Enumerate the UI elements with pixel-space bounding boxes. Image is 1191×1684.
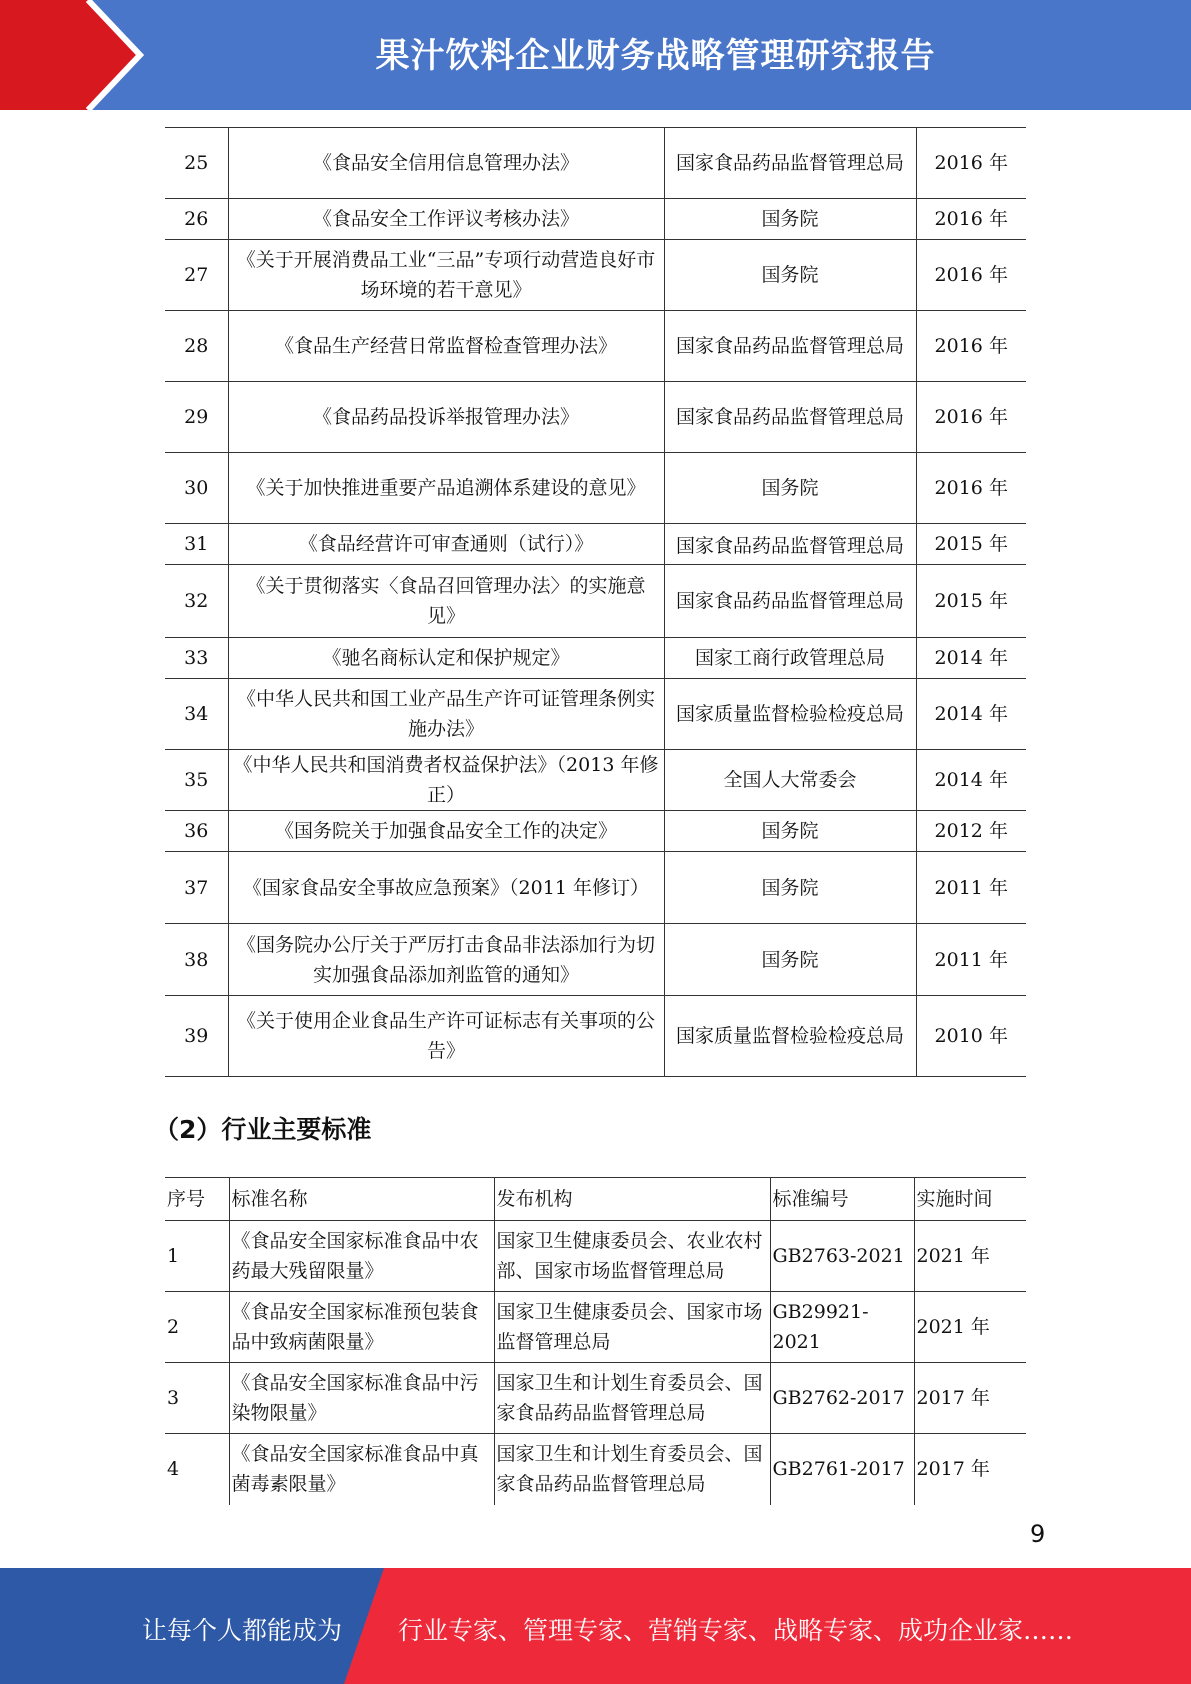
issuing-authority: 国务院 — [664, 453, 916, 524]
standard-code: GB2762-2017 — [770, 1363, 914, 1434]
standard-name: 《食品安全国家标准预包装食品中致病菌限量》 — [229, 1292, 494, 1363]
year: 2014 年 — [916, 679, 1026, 750]
effective-date: 2021 年 — [914, 1221, 1026, 1292]
year: 2015 年 — [916, 565, 1026, 638]
row-number: 35 — [165, 750, 228, 811]
column-header: 序号 — [165, 1178, 229, 1221]
row-number: 25 — [165, 128, 228, 199]
footer-slogan-right: 行业专家、管理专家、营销专家、战略专家、成功企业家…… — [398, 1616, 1074, 1645]
table-row — [165, 382, 1026, 453]
issuing-authority: 国家质量监督检验检疫总局 — [664, 996, 916, 1077]
table-row — [165, 240, 1026, 311]
row-number: 1 — [165, 1221, 229, 1292]
row-number: 38 — [165, 924, 228, 996]
table-row — [165, 1292, 1026, 1363]
table-row — [165, 199, 1026, 240]
effective-date: 2017 年 — [914, 1363, 1026, 1434]
issuing-authority: 全国人大常委会 — [664, 750, 916, 811]
issuing-authority: 国家食品药品监督管理总局 — [664, 382, 916, 453]
regulation-name: 《中华人民共和国消费者权益保护法》（2013 年修正） — [228, 750, 664, 811]
table-row — [165, 1434, 1026, 1505]
standard-code: GB29921-2021 — [770, 1292, 914, 1363]
year: 2016 年 — [916, 382, 1026, 453]
year: 2016 年 — [916, 199, 1026, 240]
issuing-authority: 国务院 — [664, 240, 916, 311]
row-number: 32 — [165, 565, 228, 638]
year: 2016 年 — [916, 128, 1026, 199]
standard-name: 《食品安全国家标准食品中污染物限量》 — [229, 1363, 494, 1434]
regulation-name: 《关于贯彻落实〈食品召回管理办法〉的实施意见》 — [228, 565, 664, 638]
row-number: 36 — [165, 811, 228, 852]
regulation-name: 《食品药品投诉举报管理办法》 — [228, 382, 664, 453]
regulation-name: 《食品生产经营日常监督检查管理办法》 — [228, 311, 664, 382]
row-number: 31 — [165, 524, 228, 565]
column-header: 实施时间 — [914, 1178, 1026, 1221]
row-number: 2 — [165, 1292, 229, 1363]
standards-table — [165, 1177, 1026, 1505]
row-number: 30 — [165, 453, 228, 524]
issuing-authority: 国务院 — [664, 199, 916, 240]
year: 2016 年 — [916, 311, 1026, 382]
footer-slogan-left: 让每个人都能成为 — [142, 1616, 343, 1645]
column-header: 发布机构 — [494, 1178, 770, 1221]
row-number: 29 — [165, 382, 228, 453]
regulation-name: 《国务院办公厅关于严厉打击食品非法添加行为切实加强食品添加剂监管的通知》 — [228, 924, 664, 996]
year: 2016 年 — [916, 240, 1026, 311]
regulation-name: 《食品安全工作评议考核办法》 — [228, 199, 664, 240]
table-row — [165, 565, 1026, 638]
standard-name: 《食品安全国家标准食品中农药最大残留限量》 — [229, 1221, 494, 1292]
table-row — [165, 524, 1026, 565]
row-number: 3 — [165, 1363, 229, 1434]
row-number: 26 — [165, 199, 228, 240]
issuing-authority: 国家质量监督检验检疫总局 — [664, 679, 916, 750]
issuing-authority: 国家食品药品监督管理总局 — [664, 311, 916, 382]
issuing-authority: 国家卫生健康委员会、农业农村部、国家市场监督管理总局 — [494, 1221, 770, 1292]
page-header — [0, 0, 1191, 110]
report-title: 果汁饮料企业财务战略管理研究报告 — [375, 36, 936, 76]
regulation-name: 《关于开展消费品工业“三品”专项行动营造良好市场环境的若干意见》 — [228, 240, 664, 311]
year: 2011 年 — [916, 852, 1026, 924]
regulation-name: 《关于加快推进重要产品追溯体系建设的意见》 — [228, 453, 664, 524]
issuing-authority: 国务院 — [664, 852, 916, 924]
table-row — [165, 924, 1026, 996]
regulation-name: 《驰名商标认定和保护规定》 — [228, 638, 664, 679]
standard-code: GB2761-2017 — [770, 1434, 914, 1505]
row-number: 28 — [165, 311, 228, 382]
regulation-name: 《国务院关于加强食品安全工作的决定》 — [228, 811, 664, 852]
table-row — [165, 311, 1026, 382]
row-number: 39 — [165, 996, 228, 1077]
table-row — [165, 453, 1026, 524]
page-number: 9 — [1030, 1520, 1046, 1548]
table-row — [165, 1221, 1026, 1292]
year: 2014 年 — [916, 750, 1026, 811]
regulation-name: 《国家食品安全事故应急预案》（2011 年修订） — [228, 852, 664, 924]
table-row — [165, 852, 1026, 924]
year: 2010 年 — [916, 996, 1026, 1077]
year: 2012 年 — [916, 811, 1026, 852]
regulation-name: 《中华人民共和国工业产品生产许可证管理条例实施办法》 — [228, 679, 664, 750]
column-header: 标准名称 — [229, 1178, 494, 1221]
table-row — [165, 679, 1026, 750]
row-number: 4 — [167, 1458, 180, 1481]
row-number: 37 — [165, 852, 228, 924]
standard-code: GB2763-2021 — [770, 1221, 914, 1292]
regulations-table — [165, 127, 1026, 1077]
issuing-authority: 国务院 — [664, 924, 916, 996]
regulation-name: 《关于使用企业食品生产许可证标志有关事项的公告》 — [228, 996, 664, 1077]
column-header: 标准编号 — [770, 1178, 914, 1221]
regulation-name: 《食品安全信用信息管理办法》 — [228, 128, 664, 199]
effective-date: 2017 年 — [914, 1434, 1026, 1505]
standard-name: 《食品安全国家标准食品中真菌毒素限量》 — [229, 1434, 494, 1505]
issuing-authority: 国家卫生和计划生育委员会、国家食品药品监督管理总局 — [494, 1434, 770, 1505]
year: 2015 年 — [916, 524, 1026, 565]
row-number: 33 — [165, 638, 228, 679]
table-header-row — [165, 1178, 1026, 1221]
issuing-authority: 国家卫生健康委员会、国家市场监督管理总局 — [494, 1292, 770, 1363]
issuing-authority: 国务院 — [664, 811, 916, 852]
year: 2016 年 — [916, 453, 1026, 524]
table-row — [165, 1363, 1026, 1434]
issuing-authority-cell — [664, 524, 916, 565]
effective-date: 2021 年 — [914, 1292, 1026, 1363]
row-number: 34 — [165, 679, 228, 750]
table-row — [165, 811, 1026, 852]
issuing-authority: 国家食品药品监督管理总局 — [664, 565, 916, 638]
issuing-authority: 国家食品药品监督管理总局 — [675, 535, 904, 557]
year: 2014 年 — [916, 638, 1026, 679]
issuing-authority: 国家工商行政管理总局 — [664, 638, 916, 679]
regulation-name: 《食品经营许可审查通则（试行）》 — [228, 524, 664, 565]
row-number: 27 — [165, 240, 228, 311]
table-row — [165, 638, 1026, 679]
section-heading: （2）行业主要标准 — [154, 1115, 372, 1144]
table-row — [165, 128, 1026, 199]
issuing-authority: 国家卫生和计划生育委员会、国家食品药品监督管理总局 — [494, 1363, 770, 1434]
table-row — [165, 750, 1026, 811]
issuing-authority: 国家食品药品监督管理总局 — [664, 128, 916, 199]
year: 2011 年 — [916, 924, 1026, 996]
page-footer — [0, 1568, 1191, 1684]
table-row — [165, 996, 1026, 1077]
